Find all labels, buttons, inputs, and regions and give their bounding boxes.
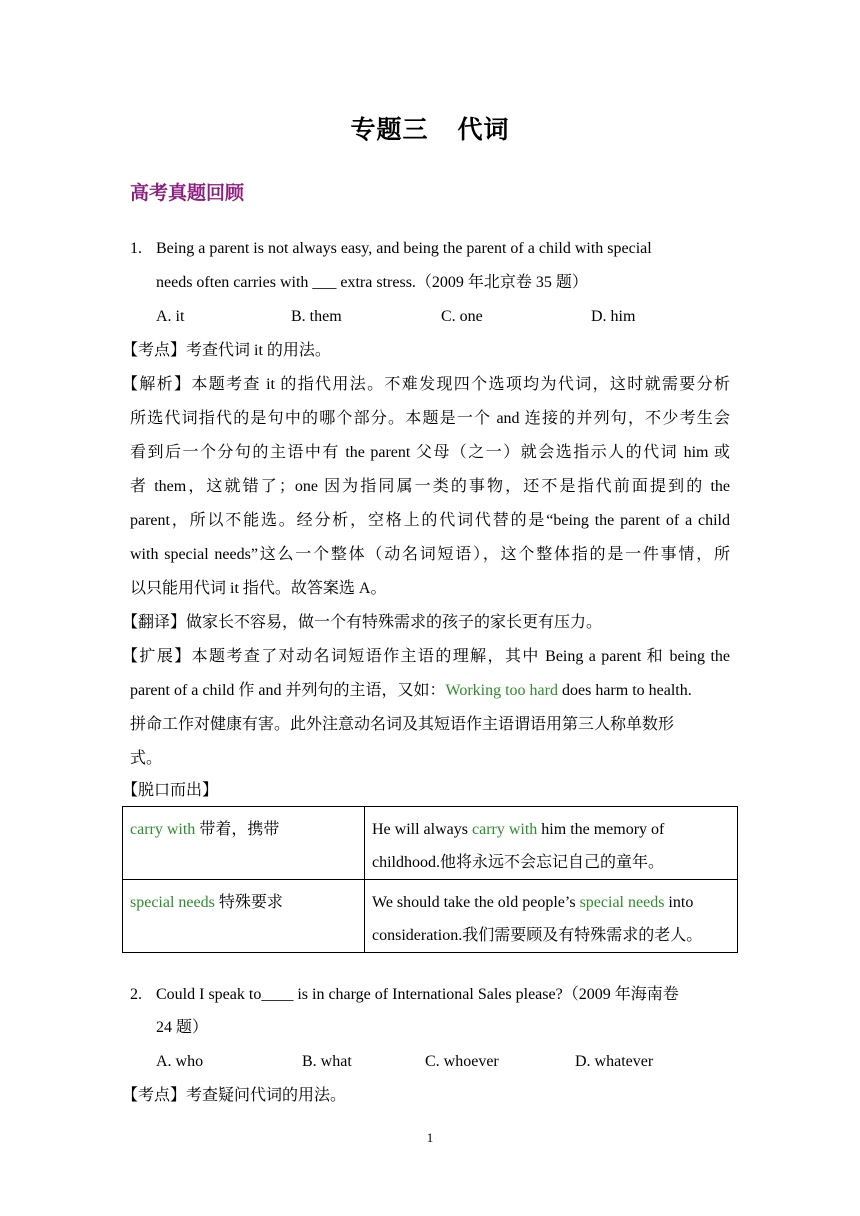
- table-row: [123, 807, 738, 880]
- example-phrase: special needs: [579, 894, 665, 911]
- jiexi-line: 者 them，这就错了；one 因为指同属一类的事物，还不是指代前面提到的 the: [130, 478, 730, 495]
- tuokou-heading: 【脱口而出】: [122, 782, 219, 799]
- phrase: carry with: [130, 821, 196, 838]
- jiexi-line: 以只能用代词 it 指代。故答案选 A。: [130, 580, 387, 597]
- phrase-meaning: 带着，携带: [195, 821, 280, 838]
- page-number: 1: [426, 1130, 434, 1145]
- example-text: We should take the old people’s: [372, 894, 580, 911]
- option-c: C. one: [441, 308, 483, 325]
- question-number: 2.: [130, 986, 142, 1003]
- option-d: D. whatever: [575, 1053, 654, 1070]
- jiexi-line: 【解析】本题考查 it 的指代用法。不难发现四个选项均为代词，这时就需要分析: [122, 376, 730, 393]
- question-text: Could I speak to____ is in charge of International Sales please?（2009 年海南卷: [156, 986, 679, 1003]
- question-number: 1.: [130, 240, 142, 257]
- option-a: A. who: [156, 1053, 204, 1070]
- option-b: B. them: [291, 308, 342, 325]
- example-text: childhood.他将永远不会忘记自己的童年。: [372, 854, 664, 871]
- option-c: C. whoever: [425, 1053, 499, 1070]
- example-text: consideration.我们需要顾及有特殊需求的老人。: [372, 927, 703, 944]
- jiexi-line: parent，所以不能选。经分析，空格上的代词代替的是“being the parent of a child: [130, 512, 730, 529]
- kaodian: 【考点】考查疑问代词的用法。: [122, 1087, 347, 1104]
- phrase-cell: [123, 807, 365, 880]
- question-text: needs often carries with ___ extra stress.（2009 年北京卷 35 题）: [156, 274, 588, 291]
- example-cell: [365, 807, 738, 880]
- phrase-meaning: 特殊要求: [214, 894, 283, 911]
- table-row: [123, 880, 738, 953]
- example-phrase: carry with: [471, 821, 538, 838]
- kuozhan-text: parent of a child 作 and 并列句的主语，又如：: [130, 682, 446, 699]
- example-phrase: Working too hard: [445, 682, 558, 699]
- example-text: him the memory of: [537, 821, 665, 838]
- option-d: D. him: [591, 308, 636, 325]
- kuozhan-line: 式。: [130, 750, 163, 767]
- phrase-cell: [123, 880, 365, 953]
- jiexi-line: 看到后一个分句的主语中有 the parent 父母（之一）就会选指示人的代词 him 或: [130, 444, 730, 461]
- jiexi-line: with special needs”这么一个整体（动名词短语），这个整体指的是一件事情，所: [130, 546, 730, 563]
- kuozhan-line: 【扩展】本题考查了对动名词短语作主语的理解，其中 Being a parent 和 being the: [122, 648, 730, 665]
- example-text: He will always: [372, 821, 472, 838]
- kaodian: 【考点】考查代词 it 的用法。: [122, 342, 331, 359]
- page-title: 专题三 代词: [350, 115, 510, 144]
- kuozhan-text: does harm to health.: [557, 682, 692, 699]
- question-text: Being a parent is not always easy, and being the parent of a child with special: [156, 240, 652, 257]
- phrase-table: [122, 806, 738, 953]
- question-text: 24 题）: [156, 1019, 209, 1036]
- option-b: B. what: [302, 1053, 352, 1070]
- kuozhan-line: [130, 681, 692, 701]
- fanyi: 【翻译】做家长不容易，做一个有特殊需求的孩子的家长更有压力。: [122, 614, 603, 631]
- example-cell: [365, 880, 738, 953]
- example-text: into: [664, 894, 694, 911]
- section-heading: 高考真题回顾: [130, 182, 245, 204]
- kuozhan-line: 拼命工作对健康有害。此外注意动名词及其短语作主语谓语用第三人称单数形: [130, 716, 675, 733]
- option-a: A. it: [156, 308, 185, 325]
- phrase: special needs: [130, 894, 215, 911]
- jiexi-line: 所选代词指代的是句中的哪个部分。本题是一个 and 连接的并列句，不少考生会: [130, 410, 730, 427]
